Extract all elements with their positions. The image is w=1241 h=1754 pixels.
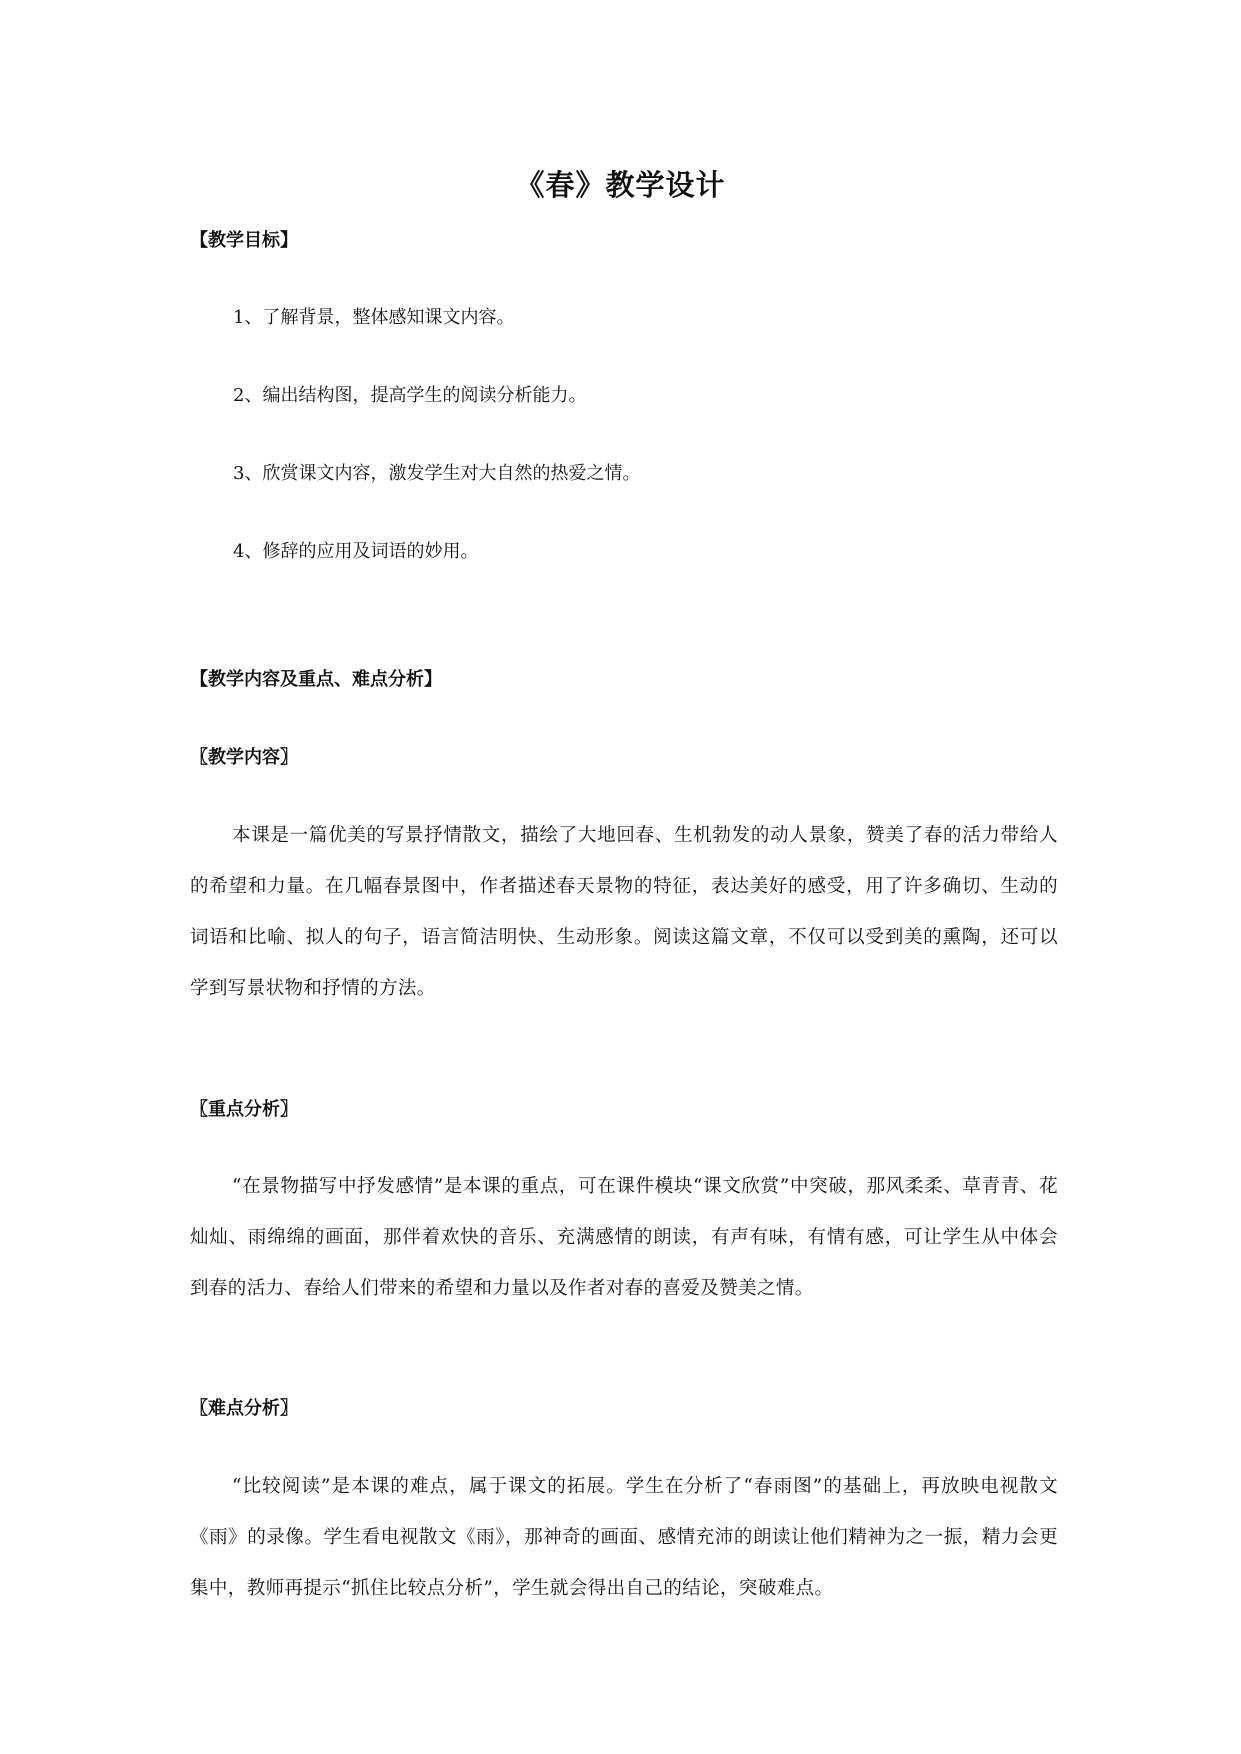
objective-item-3: 3、欣赏课文内容，激发学生对大自然的热爱之情。: [233, 463, 641, 484]
content-heading: 〖教学内容〗: [190, 747, 298, 768]
analysis-heading: 【教学内容及重点、难点分析】: [190, 669, 442, 690]
key-points-heading: 〖重点分析〗: [190, 1099, 298, 1120]
objective-item-4: 4、修辞的应用及词语的妙用。: [233, 541, 479, 562]
document-title: 《春》教学设计: [515, 168, 726, 202]
difficult-points-paragraph: “比较阅读”是本课的难点，属于课文的拓展。学生在分析了“春雨图”的基础上，再放映电视散文《雨》的录像。学生看电视散文《雨》，那神奇的画面、感情充沛的朗读让他们精神为之一振，精力会更集中，教师再提示“抓住比较点分析”，学生就会得出自己的结论，突破难点。: [190, 1476, 1058, 1599]
objectives-heading: 【教学目标】: [190, 230, 298, 251]
objective-item-2: 2、编出结构图，提高学生的阅读分析能力。: [233, 385, 587, 406]
difficult-points-heading: 〖难点分析〗: [190, 1398, 298, 1419]
content-paragraph: 本课是一篇优美的写景抒情散文，描绘了大地回春、生机勃发的动人景象，赞美了春的活力带给人的希望和力量。在几幅春景图中，作者描述春天景物的特征，表达美好的感受，用了许多确切、生动的词语和比喻、拟人的句子，语言简洁明快、生动形象。阅读这篇文章，不仅可以受到美的熏陶，还可以学到写景状物和抒情的方法。: [190, 825, 1058, 999]
key-points-paragraph: “在景物描写中抒发感情”是本课的重点，可在课件模块“课文欣赏”中突破，那风柔柔、草青青、花灿灿、雨绵绵的画面，那伴着欢快的音乐、充满感情的朗读，有声有味，有情有感，可让学生从中体会到春的活力、春给人们带来的希望和力量以及作者对春的喜爱及赞美之情。: [190, 1176, 1058, 1299]
objective-item-1: 1、了解背景，整体感知课文内容。: [233, 307, 515, 328]
